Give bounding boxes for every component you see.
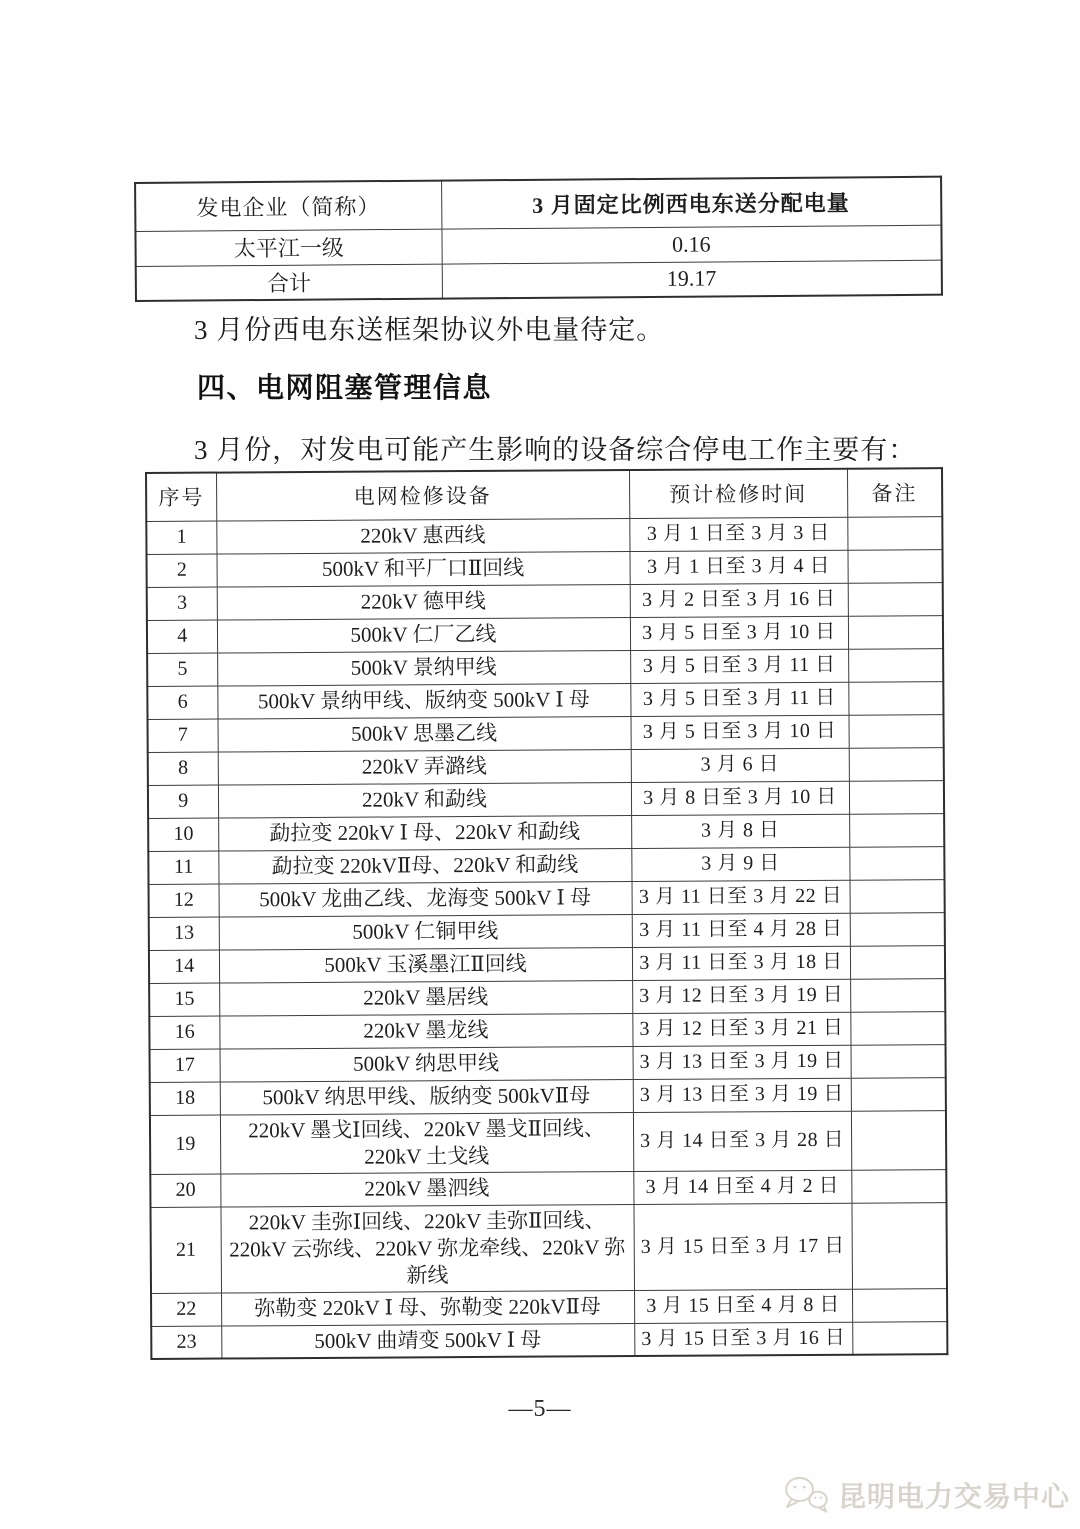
cell-no: 16 <box>149 1016 219 1049</box>
table-row <box>150 1044 946 1082</box>
cell-note <box>850 1011 945 1045</box>
cell-time: 3 月 15 日至 4 月 8 日 <box>634 1289 852 1323</box>
cell-time: 3 月 14 日至 4 月 2 日 <box>633 1170 851 1204</box>
table-row <box>147 681 943 719</box>
table-row <box>149 1011 945 1049</box>
cell-no: 5 <box>147 653 217 686</box>
cell-note <box>850 978 945 1012</box>
cell-equipment: 220kV 德甲线 <box>217 584 630 620</box>
cell-no: 8 <box>148 752 218 785</box>
alloc-header-allocation: 3 月固定比例西电东送分配电量 <box>441 177 941 229</box>
cell-equipment: 弥勒变 220kV Ⅰ 母、弥勒变 220kVⅡ母 <box>221 1290 634 1326</box>
table-header-row <box>146 468 942 521</box>
table-row <box>149 978 945 1016</box>
cell-time: 3 月 9 日 <box>631 847 849 881</box>
cell-time: 3 月 12 日至 3 月 21 日 <box>632 1012 850 1046</box>
cell-time: 3 月 2 日至 3 月 16 日 <box>630 583 848 617</box>
cell-no: 3 <box>147 587 217 620</box>
maint-header-equipment: 电网检修设备 <box>216 470 629 521</box>
table-row <box>136 260 942 301</box>
cell-equipment: 220kV 惠西线 <box>216 518 629 554</box>
table-row <box>148 714 944 752</box>
cell-equipment: 220kV 圭弥Ⅰ回线、220kV 圭弥Ⅱ回线、220kV 云弥线、220kV 弥龙牵线、220kV 弥新线 <box>220 1204 634 1293</box>
pending-note-paragraph: 3 月份西电东送框架协议外电量待定。 <box>194 315 665 345</box>
cell-note <box>849 846 944 880</box>
table-row <box>148 780 944 818</box>
cell-time: 3 月 1 日至 3 月 4 日 <box>629 550 847 584</box>
cell-note <box>849 747 944 781</box>
cell-name: 太平江一级 <box>135 229 441 266</box>
cell-note <box>851 1169 946 1203</box>
cell-equipment: 220kV 和勐线 <box>218 782 631 818</box>
maint-header-note: 备注 <box>847 468 942 517</box>
cell-equipment: 勐拉变 220kV Ⅰ 母、220kV 和勐线 <box>218 815 631 851</box>
cell-no: 2 <box>147 554 217 587</box>
cell-time: 3 月 5 日至 3 月 11 日 <box>630 682 848 716</box>
cell-equipment: 220kV 弄潞线 <box>218 749 631 785</box>
cell-time: 3 月 11 日至 4 月 28 日 <box>632 913 850 947</box>
cell-note <box>848 615 943 649</box>
cell-no: 17 <box>150 1049 220 1082</box>
cell-time: 3 月 6 日 <box>631 748 849 782</box>
table-row <box>148 846 944 884</box>
cell-note <box>847 549 942 583</box>
allocation-table <box>134 176 943 302</box>
cell-equipment: 220kV 墨龙线 <box>219 1013 632 1049</box>
maintenance-table-body <box>146 516 947 1359</box>
cell-equipment: 勐拉变 220kVⅡ母、220kV 和勐线 <box>218 848 631 884</box>
table-row <box>147 582 943 620</box>
cell-time: 3 月 5 日至 3 月 10 日 <box>630 616 848 650</box>
cell-equipment: 500kV 和平厂口Ⅱ回线 <box>216 551 629 587</box>
cell-equipment: 500kV 龙曲乙线、龙海变 500kV Ⅰ 母 <box>219 881 632 917</box>
cell-note <box>851 1202 947 1289</box>
table-row <box>147 615 943 653</box>
cell-time: 3 月 12 日至 3 月 19 日 <box>632 979 850 1013</box>
page-number: —5— <box>508 1396 572 1422</box>
cell-name: 合计 <box>136 264 442 301</box>
cell-note <box>848 648 943 682</box>
table-row <box>150 1110 946 1174</box>
cell-note <box>851 1110 946 1170</box>
footer-brand <box>782 1474 1070 1516</box>
cell-note <box>848 714 943 748</box>
allocation-table-body <box>135 225 942 301</box>
cell-time: 3 月 8 日 <box>631 814 849 848</box>
cell-equipment: 500kV 纳思甲线、版纳变 500kVⅡ母 <box>220 1079 633 1115</box>
table-row <box>150 1169 946 1207</box>
cell-time: 3 月 14 日至 3 月 28 日 <box>633 1111 851 1171</box>
table-row <box>147 648 943 686</box>
cell-no: 21 <box>150 1207 221 1293</box>
cell-note <box>850 879 945 913</box>
cell-note <box>850 912 945 946</box>
cell-equipment: 500kV 景纳甲线、版纳变 500kV Ⅰ 母 <box>217 683 630 719</box>
cell-no: 9 <box>148 785 218 818</box>
table-row <box>148 747 944 785</box>
cell-no: 7 <box>148 719 218 752</box>
table-row <box>150 1202 947 1293</box>
table-row <box>149 912 945 950</box>
cell-no: 1 <box>146 521 216 554</box>
cell-note <box>851 1044 946 1078</box>
section-heading: 四、电网阻塞管理信息 <box>197 372 493 403</box>
maint-header-no: 序号 <box>146 473 216 521</box>
footer-brand-text: 昆明电力交易中心 <box>838 1481 1071 1512</box>
cell-time: 3 月 5 日至 3 月 11 日 <box>630 649 848 683</box>
cell-note <box>849 813 944 847</box>
cell-equipment: 500kV 仁铜甲线 <box>219 914 632 950</box>
cell-note <box>848 681 943 715</box>
cell-no: 15 <box>149 983 219 1016</box>
cell-note <box>852 1321 947 1355</box>
table-row <box>149 945 945 983</box>
cell-no: 12 <box>149 884 219 917</box>
table-row <box>147 549 943 587</box>
cell-note <box>847 516 942 550</box>
table-row <box>151 1321 947 1359</box>
cell-note <box>849 780 944 814</box>
cell-note <box>848 582 943 616</box>
cell-time: 3 月 11 日至 3 月 22 日 <box>632 880 850 914</box>
cell-equipment: 220kV 墨戈Ⅰ回线、220kV 墨戈Ⅱ回线、220kV 土戈线 <box>220 1112 633 1174</box>
cell-no: 11 <box>148 851 218 884</box>
table-row <box>148 813 944 851</box>
cell-no: 18 <box>150 1082 220 1115</box>
cell-equipment: 500kV 思墨乙线 <box>218 716 631 752</box>
cell-equipment: 220kV 墨居线 <box>219 980 632 1016</box>
cell-time: 3 月 11 日至 3 月 18 日 <box>632 946 850 980</box>
maintenance-table <box>145 467 948 1360</box>
cell-equipment: 500kV 曲靖变 500kV Ⅰ 母 <box>221 1323 634 1359</box>
cell-no: 10 <box>148 818 218 851</box>
cell-no: 23 <box>151 1326 221 1359</box>
cell-no: 22 <box>151 1293 221 1326</box>
table-row <box>146 516 942 554</box>
cell-equipment: 220kV 墨泗线 <box>220 1171 633 1207</box>
table-row <box>149 879 945 917</box>
cell-time: 3 月 15 日至 3 月 16 日 <box>634 1322 852 1356</box>
table-header-row <box>135 177 941 231</box>
cell-no: 19 <box>150 1115 220 1174</box>
cell-time: 3 月 15 日至 3 月 17 日 <box>633 1203 852 1290</box>
table-row <box>151 1288 947 1326</box>
cell-time: 3 月 8 日至 3 月 10 日 <box>631 781 849 815</box>
cell-note <box>852 1288 947 1322</box>
cell-time: 3 月 13 日至 3 月 19 日 <box>633 1078 851 1112</box>
alloc-header-company: 发电企业（简称） <box>135 181 441 231</box>
cell-no: 13 <box>149 917 219 950</box>
intro-paragraph: 3 月份，对发电可能产生影响的设备综合停电工作主要有： <box>194 435 917 465</box>
cell-time: 3 月 5 日至 3 月 10 日 <box>630 715 848 749</box>
cell-note <box>850 945 945 979</box>
cell-no: 4 <box>147 620 217 653</box>
cell-equipment: 500kV 景纳甲线 <box>217 650 630 686</box>
cell-equipment: 500kV 玉溪墨江Ⅱ回线 <box>219 947 632 983</box>
cell-note <box>851 1077 946 1111</box>
cell-time: 3 月 1 日至 3 月 3 日 <box>629 517 847 551</box>
cell-equipment: 500kV 纳思甲线 <box>220 1046 633 1082</box>
cell-no: 14 <box>149 950 219 983</box>
cell-value: 19.17 <box>442 260 942 299</box>
table-row <box>150 1077 946 1115</box>
cell-value: 0.16 <box>441 225 941 264</box>
cell-time: 3 月 13 日至 3 月 19 日 <box>633 1045 851 1079</box>
maint-header-time: 预计检修时间 <box>629 469 847 518</box>
cell-no: 20 <box>150 1174 220 1207</box>
cell-equipment: 500kV 仁厂乙线 <box>217 617 630 653</box>
wechat-icon <box>782 1474 830 1516</box>
cell-no: 6 <box>147 686 217 719</box>
